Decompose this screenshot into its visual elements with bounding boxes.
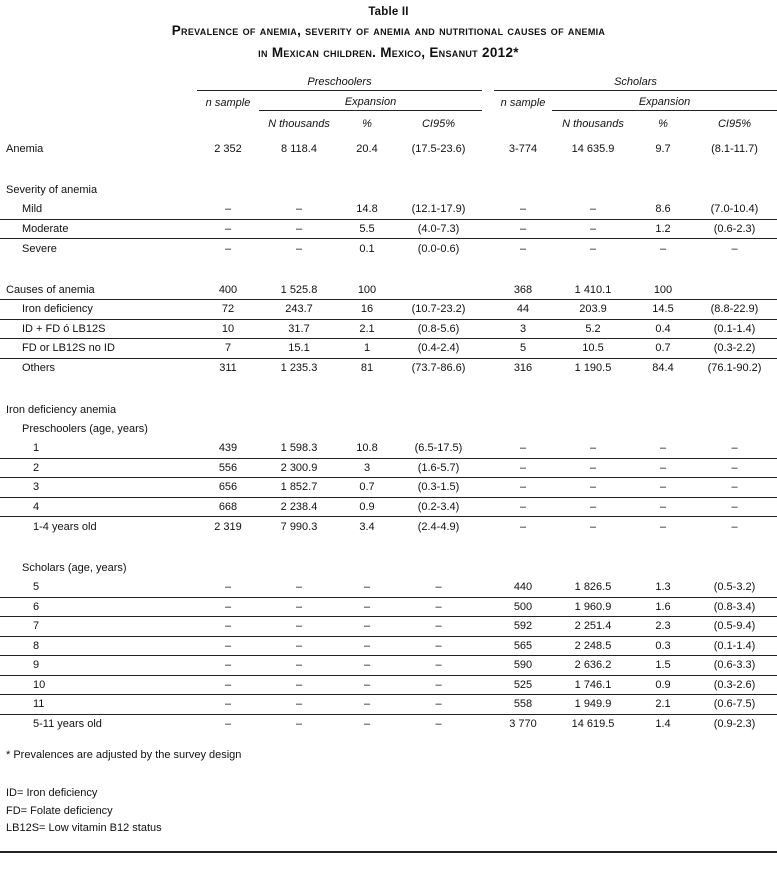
table-cell: –	[295, 222, 303, 235]
table-cell: –	[589, 242, 597, 255]
table-cell: 44	[516, 303, 530, 316]
table-cell: –	[224, 659, 232, 672]
preschoolers-n-thousands-header: N thousands	[268, 118, 330, 130]
table-cell: –	[519, 520, 527, 533]
table-cell: –	[589, 222, 597, 235]
table-cell: 8.6	[655, 203, 671, 216]
table-cell: 10.5	[582, 342, 604, 355]
table-cell: –	[363, 639, 371, 652]
row-label: 10	[33, 678, 46, 691]
row-label: FD or LB12S no ID	[22, 342, 115, 355]
table-cell: –	[659, 461, 667, 474]
table-row	[0, 220, 777, 240]
table-cell: 16	[360, 303, 374, 316]
row-label: 4	[33, 500, 40, 513]
table-cell: –	[731, 242, 738, 255]
table-cell: 2.1	[359, 322, 375, 335]
table-cell: –	[519, 222, 527, 235]
table-cell: –	[435, 659, 442, 672]
table-cell: –	[589, 203, 597, 216]
table-cell: –	[589, 481, 597, 494]
table-cell: 243.7	[285, 303, 313, 316]
table-cell: –	[519, 500, 527, 513]
table-cell: 2 300.9	[280, 461, 318, 474]
table-cell: (0.0-0.6)	[417, 242, 460, 255]
table-title-line2: in Mexican children. Mexico, Ensanut 2012*	[258, 45, 519, 60]
table-cell: 81	[360, 362, 374, 375]
table-cell: 1 235.3	[280, 362, 318, 375]
table-row	[0, 656, 777, 676]
preschoolers-n-sample-header: n sample	[205, 97, 251, 109]
table-cell: –	[363, 581, 371, 594]
table-cell: 400	[218, 283, 238, 296]
table-cell: 1.2	[655, 222, 671, 235]
table-cell: –	[363, 678, 371, 691]
table-cell: 8 118.4	[281, 142, 317, 155]
table-cell: 9.7	[655, 142, 671, 155]
table-cell: 1 852.7	[280, 481, 318, 494]
table-cell: 2 248.5	[574, 639, 612, 652]
row-label: Preschoolers (age, years)	[22, 423, 148, 436]
table-cell: –	[659, 500, 667, 513]
table-cell: (7.0-10.4)	[710, 203, 759, 216]
row-label: Iron deficiency anemia	[6, 403, 117, 416]
table-cell: –	[659, 442, 667, 455]
table-cell: 1 598.3	[280, 442, 318, 455]
row-spacer	[0, 378, 777, 400]
table-cell: 1 190.5	[574, 362, 612, 375]
scholars-percent-header: %	[658, 118, 668, 130]
row-spacer	[0, 159, 777, 181]
table-cell: (1.6-5.7)	[417, 461, 460, 474]
table-row	[0, 478, 777, 498]
table-cell: (0.5-9.4)	[713, 620, 756, 633]
table-cell: –	[589, 461, 597, 474]
table-cell: –	[731, 481, 738, 494]
table-cell: (0.1-1.4)	[713, 639, 756, 652]
table-cell: –	[589, 500, 597, 513]
table-cell: 656	[218, 481, 238, 494]
bottom-rule	[0, 851, 777, 853]
table-cell: 14 619.5	[571, 718, 615, 731]
table-cell: 1 826.5	[574, 581, 612, 594]
table-cell: –	[435, 600, 442, 613]
table-cell: –	[295, 242, 303, 255]
table-cell: –	[224, 242, 232, 255]
preschoolers-ci95-header: CI95%	[421, 118, 456, 130]
table-cell: 14.8	[356, 203, 378, 216]
table-cell: (0.5-3.2)	[713, 581, 756, 594]
table-cell: –	[295, 698, 303, 711]
table-row	[0, 339, 777, 359]
row-label: 7	[33, 620, 40, 633]
table-row	[0, 320, 777, 340]
row-label: 6	[33, 600, 40, 613]
table-cell: 100	[653, 283, 673, 296]
table-cell: –	[435, 639, 442, 652]
table-row	[0, 676, 777, 696]
table-cell: 0.9	[655, 678, 671, 691]
table-cell: –	[589, 520, 597, 533]
table-cell: –	[295, 639, 303, 652]
table-cell: –	[295, 620, 303, 633]
table-cell: –	[435, 718, 442, 731]
table-cell: –	[731, 461, 738, 474]
row-label: Mild	[22, 203, 43, 216]
table-cell: –	[224, 600, 232, 613]
table-cell: 7	[224, 342, 232, 355]
table-cell: (8.1-11.7)	[711, 142, 758, 155]
table-cell: 368	[513, 283, 533, 296]
table-cell: 0.4	[655, 322, 671, 335]
table-cell: 3	[363, 461, 371, 474]
table-cell: 1.5	[655, 659, 671, 672]
row-label: 1	[33, 442, 40, 455]
table-cell: (0.3-2.2)	[713, 342, 756, 355]
table-cell: 1 949.9	[574, 698, 612, 711]
table-cell: –	[295, 659, 303, 672]
row-label: 11	[33, 698, 45, 711]
scholars-ci95-header: CI95%	[717, 118, 752, 130]
table-cell: –	[224, 222, 232, 235]
table-cell: –	[295, 203, 303, 216]
table-cell: (0.6-7.5)	[713, 698, 756, 711]
table-cell: 84.4	[652, 362, 674, 375]
table-cell: –	[519, 461, 527, 474]
table-cell: 2 352	[214, 142, 242, 155]
table-cell: –	[731, 500, 738, 513]
header-row-expansion	[0, 91, 777, 111]
table-row	[0, 578, 777, 598]
table-row	[0, 517, 777, 537]
table-cell: 3.4	[359, 520, 375, 533]
table-cell: (0.3-1.5)	[417, 481, 460, 494]
table-cell: –	[224, 620, 232, 633]
table-cell: 0.7	[655, 342, 671, 355]
table-cell: 14.5	[652, 303, 674, 316]
preschoolers-expansion-header: Expansion	[259, 96, 482, 111]
table-row	[0, 359, 777, 379]
table-cell: (17.5-23.6)	[411, 142, 466, 155]
table-cell: (73.7-86.6)	[411, 362, 466, 375]
table-cell: 1 960.9	[574, 600, 612, 613]
table-cell: –	[224, 581, 232, 594]
table-cell: –	[363, 600, 371, 613]
table-cell: 311	[219, 362, 237, 375]
table-cell: 0.9	[359, 500, 375, 513]
table-cell: –	[224, 678, 232, 691]
table-cell: –	[435, 698, 442, 711]
table-row	[0, 715, 777, 735]
row-label: Moderate	[22, 222, 69, 235]
table-cell: –	[224, 639, 232, 652]
row-label: 1-4 years old	[33, 520, 97, 533]
table-cell: 2.1	[655, 698, 671, 711]
table-cell: 1.6	[655, 600, 671, 613]
table-row	[0, 498, 777, 518]
scholars-n-sample-header: n sample	[500, 97, 546, 109]
table-row	[0, 239, 777, 259]
table-cell: –	[519, 481, 527, 494]
table-cell: –	[295, 581, 303, 594]
table-cell: 5	[519, 342, 527, 355]
abbreviation-fd: FD= Folate deficiency	[6, 804, 113, 817]
scholars-expansion-header: Expansion	[552, 96, 777, 111]
table-cell: (12.1-17.9)	[411, 203, 466, 216]
table-cell: 3	[519, 322, 527, 335]
row-label: Severe	[22, 242, 57, 255]
table-cell: –	[731, 520, 738, 533]
column-group-preschoolers: Preschoolers	[197, 76, 482, 91]
table-cell: (4.0-7.3)	[417, 222, 460, 235]
table-cell: (0.6-3.3)	[713, 659, 756, 672]
table-row	[0, 200, 777, 220]
table-cell: 31.7	[288, 322, 310, 335]
table-cell: 590	[513, 659, 533, 672]
table-cell: –	[659, 520, 667, 533]
table-cell: –	[363, 620, 371, 633]
table-cell: 2 251.4	[574, 620, 612, 633]
row-label: 2	[33, 461, 40, 474]
row-label: ID + FD ó LB12S	[22, 322, 106, 335]
header-row-groups	[0, 74, 777, 91]
table-cell: 3 770	[509, 718, 537, 731]
table-cell: (10.7-23.2)	[411, 303, 466, 316]
row-spacer	[0, 537, 777, 559]
table-cell: –	[435, 620, 442, 633]
table-cell: 5.2	[585, 322, 601, 335]
table-cell: 556	[218, 461, 238, 474]
table-cell: 100	[357, 283, 377, 296]
table-row	[0, 139, 777, 159]
abbreviation-id: ID= Iron deficiency	[6, 787, 98, 799]
table-cell: 0.1	[359, 242, 375, 255]
row-label: 5	[33, 581, 40, 594]
table-cell: 500	[513, 600, 533, 613]
table-number: Table II	[368, 6, 409, 18]
table-row	[0, 695, 777, 715]
table-cell: 592	[513, 620, 533, 633]
table-cell: 558	[513, 698, 533, 711]
table-cell: 5.5	[359, 222, 375, 235]
table-cell: 0.3	[655, 639, 671, 652]
table-cell: (0.9-2.3)	[713, 718, 756, 731]
table-row	[0, 420, 777, 440]
table-cell: (0.4-2.4)	[417, 342, 460, 355]
table-row	[0, 637, 777, 657]
table-title-block	[0, 0, 777, 62]
table-cell: 7 990.3	[280, 520, 318, 533]
table-cell: –	[224, 203, 232, 216]
table-cell: (0.6-2.3)	[713, 222, 756, 235]
row-label: Severity of anemia	[6, 184, 98, 197]
table-cell: 203.9	[579, 303, 607, 316]
row-label: Scholars (age, years)	[22, 562, 127, 575]
table-cell: 20.4	[356, 142, 378, 155]
table-header	[0, 74, 777, 132]
table-cell: –	[363, 698, 371, 711]
table-row	[0, 181, 777, 201]
table-cell: –	[363, 659, 371, 672]
table-title-line1: Prevalence of anemia, severity of anemia and nutritional causes of anemia	[171, 23, 606, 38]
abbreviations-block	[0, 785, 777, 838]
table-cell: 565	[513, 639, 533, 652]
table-cell: 668	[218, 500, 238, 513]
table-cell: 1.3	[655, 581, 671, 594]
row-spacer	[0, 259, 777, 281]
table-cell: –	[519, 203, 527, 216]
table-cell: 0.7	[359, 481, 375, 494]
preschoolers-percent-header: %	[362, 118, 372, 130]
table-cell: 1 410.1	[574, 283, 612, 296]
table-cell: –	[295, 678, 303, 691]
table-cell: –	[519, 442, 527, 455]
table-cell: 1	[363, 342, 371, 355]
table-row	[0, 300, 777, 320]
table-cell: 10.8	[356, 442, 378, 455]
table-cell: 2.3	[655, 620, 671, 633]
table-cell: –	[435, 678, 442, 691]
table-cell: 2 636.2	[574, 659, 612, 672]
abbreviation-lb12s: LB12S= Low vitamin B12 status	[6, 822, 162, 834]
table-cell: 1 746.1	[574, 678, 612, 691]
table-cell: (76.1-90.2)	[707, 362, 762, 375]
row-label: Iron deficiency	[22, 303, 93, 316]
table-cell: (0.8-3.4)	[713, 600, 756, 613]
table-cell: (0.3-2.6)	[713, 678, 756, 691]
table-cell: 2 238.4	[280, 500, 318, 513]
table-cell: 14 635.9	[571, 142, 615, 155]
table-row	[0, 439, 777, 459]
column-group-scholars: Scholars	[494, 76, 777, 91]
table-cell: 2 319	[214, 520, 242, 533]
table-cell: –	[589, 442, 597, 455]
table-cell: (0.1-1.4)	[713, 322, 756, 335]
table-cell: 15.1	[288, 342, 310, 355]
row-label: Others	[22, 362, 56, 375]
table-cell: 72	[221, 303, 235, 316]
row-label: Causes of anemia	[6, 283, 95, 296]
table-row	[0, 281, 777, 301]
table-cell: 316	[513, 362, 533, 375]
table-cell: –	[659, 481, 667, 494]
table-cell: 525	[513, 678, 533, 691]
table-row	[0, 617, 777, 637]
table-cell: –	[435, 581, 442, 594]
table-cell: 3-774	[508, 142, 538, 155]
table-cell: –	[731, 442, 738, 455]
table-cell: 439	[218, 442, 238, 455]
row-label: 3	[33, 481, 40, 494]
table-cell: (6.5-17.5)	[414, 442, 463, 455]
table-cell: –	[659, 242, 667, 255]
table-cell: (0.2-3.4)	[417, 500, 460, 513]
table-cell: 1 525.8	[280, 283, 318, 296]
table-cell: (8.8-22.9)	[710, 303, 759, 316]
scholars-n-thousands-header: N thousands	[562, 118, 624, 130]
table-cell: –	[519, 242, 527, 255]
table-cell: 1.4	[655, 718, 671, 731]
table-row	[0, 559, 777, 579]
table-row	[0, 598, 777, 618]
table-cell: –	[295, 600, 303, 613]
header-row-subcolumns	[0, 111, 777, 132]
table-row	[0, 400, 777, 420]
table-cell: (0.8-5.6)	[417, 322, 460, 335]
table-row	[0, 459, 777, 479]
table-cell: –	[363, 718, 371, 731]
table-cell: 10	[221, 322, 235, 335]
row-label: 9	[33, 659, 40, 672]
table-cell: 440	[513, 581, 533, 594]
row-label: 5-11 years old	[33, 718, 102, 731]
row-label: 8	[33, 639, 40, 652]
table-body	[0, 139, 777, 734]
survey-design-footnote: * Prevalences are adjusted by the survey design	[6, 749, 242, 761]
table-cell: –	[224, 698, 232, 711]
table-cell: –	[224, 718, 232, 731]
table-cell: –	[295, 718, 303, 731]
table-cell: (2.4-4.9)	[417, 520, 460, 533]
row-label: Anemia	[6, 142, 44, 155]
